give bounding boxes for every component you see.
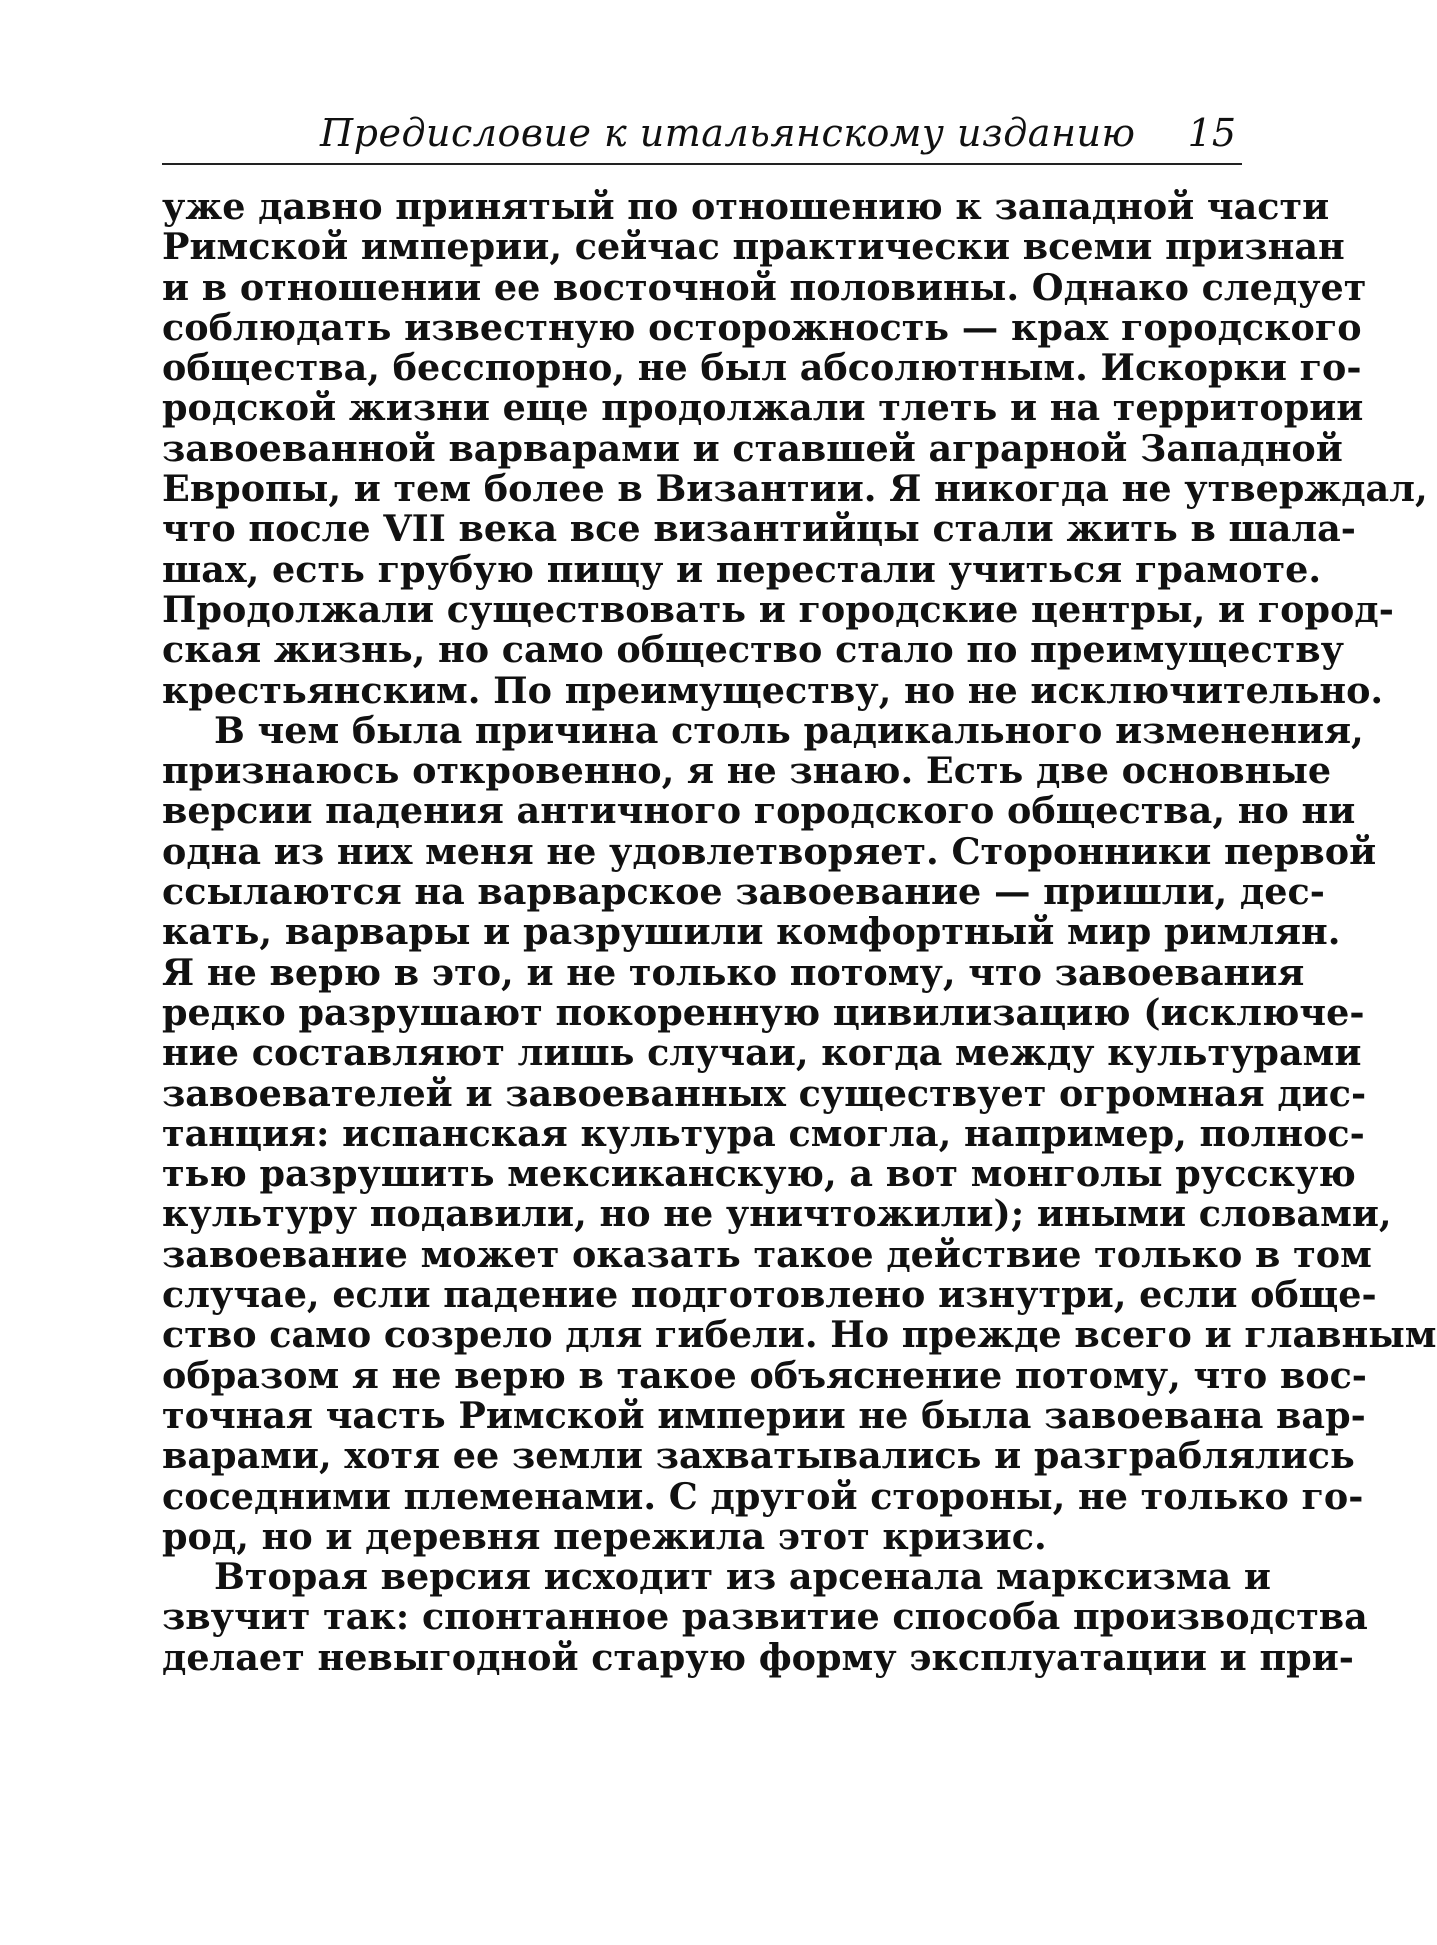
text-line: ство само созрело для гибели. Но прежде всего и главным bbox=[162, 1313, 1437, 1357]
text-line: крестьянским. По преимуществу, но не исключительно. bbox=[162, 668, 1384, 712]
running-header bbox=[162, 105, 1242, 165]
text-line: редко разрушают покоренную цивилизацию (исключе- bbox=[162, 990, 1365, 1034]
text-line: завоевателей и завоеванных существует огромная дис- bbox=[162, 1071, 1367, 1115]
text-line: завоевание может оказать такое действие только в том bbox=[162, 1232, 1372, 1276]
text-line: В чем была причина столь радикального изменения, bbox=[214, 708, 1364, 752]
text-line: образом я не верю в такое объяснение потому, что вос- bbox=[162, 1353, 1367, 1397]
text-line: соблюдать известную осторожность — крах городского bbox=[162, 305, 1362, 349]
text-line: случае, если падение подготовлено изнутри, если обще- bbox=[162, 1273, 1377, 1317]
text-line: Римской империи, сейчас практически всеми признан bbox=[162, 225, 1345, 269]
text-line: версии падения античного городского общества, но ни bbox=[162, 789, 1356, 833]
text-line: уже давно принятый по отношению к западной части bbox=[162, 185, 1330, 228]
text-line: Европы, и тем более в Византии. Я никогда не утверждал, bbox=[162, 467, 1428, 511]
text-line: общества, бесспорно, не был абсолютным. Искорки го- bbox=[162, 346, 1362, 390]
text-line: звучит так: спонтанное развитие способа производства bbox=[162, 1595, 1368, 1639]
paragraph bbox=[162, 1555, 1368, 1679]
text-line: одна из них меня не удовлетворяет. Сторонники первой bbox=[162, 829, 1377, 873]
text-line: что после VII века все византийцы стали жить в шала- bbox=[162, 507, 1356, 551]
text-line: варами, хотя ее земли захватывались и разграблялись bbox=[162, 1434, 1355, 1478]
text-line: ссылаются на варварское завоевание — пришли, дес- bbox=[162, 870, 1325, 914]
paragraph bbox=[162, 185, 1428, 712]
text-line: Я не верю в это, и не только потому, что завоевания bbox=[162, 950, 1305, 994]
running-title: Предисловие к итальянскому изданию bbox=[320, 111, 1136, 155]
text-line: Продолжали существовать и городские центры, и город- bbox=[162, 587, 1394, 631]
text-line: точная часть Римской империи не была завоевана вар- bbox=[162, 1393, 1366, 1437]
text-line: танция: испанская культура смогла, например, полнос- bbox=[162, 1111, 1365, 1155]
text-line: Вторая версия исходит из арсенала марксизма и bbox=[214, 1555, 1271, 1599]
text-line: признаюсь откровенно, я не знаю. Есть две основные bbox=[162, 749, 1332, 793]
body-text bbox=[162, 185, 1437, 1679]
text-line: соседними племенами. С другой стороны, не только го- bbox=[162, 1474, 1364, 1518]
text-line: род, но и деревня пережила этот кризис. bbox=[162, 1514, 1047, 1558]
text-line: культуру подавили, но не уничтожили); иными словами, bbox=[162, 1192, 1392, 1236]
text-line: родской жизни еще продолжали тлеть и на территории bbox=[162, 386, 1364, 430]
text-line: и в отношении ее восточной половины. Однако следует bbox=[162, 265, 1367, 309]
text-line: ние составляют лишь случаи, когда между культурами bbox=[162, 1031, 1362, 1075]
page-number: 15 bbox=[1187, 111, 1236, 155]
paragraph bbox=[162, 708, 1437, 1558]
text-line: ская жизнь, но само общество стало по преимуществу bbox=[162, 628, 1345, 672]
text-line: завоеванной варварами и ставшей аграрной Западной bbox=[162, 426, 1343, 470]
text-line: делает невыгодной старую форму эксплуатации и при- bbox=[162, 1635, 1354, 1679]
text-line: тью разрушить мексиканскую, а вот монголы русскую bbox=[162, 1152, 1356, 1196]
text-line: шах, есть грубую пищу и перестали учиться грамоте. bbox=[162, 547, 1322, 591]
text-line: кать, варвары и разрушили комфортный мир римлян. bbox=[162, 910, 1341, 954]
